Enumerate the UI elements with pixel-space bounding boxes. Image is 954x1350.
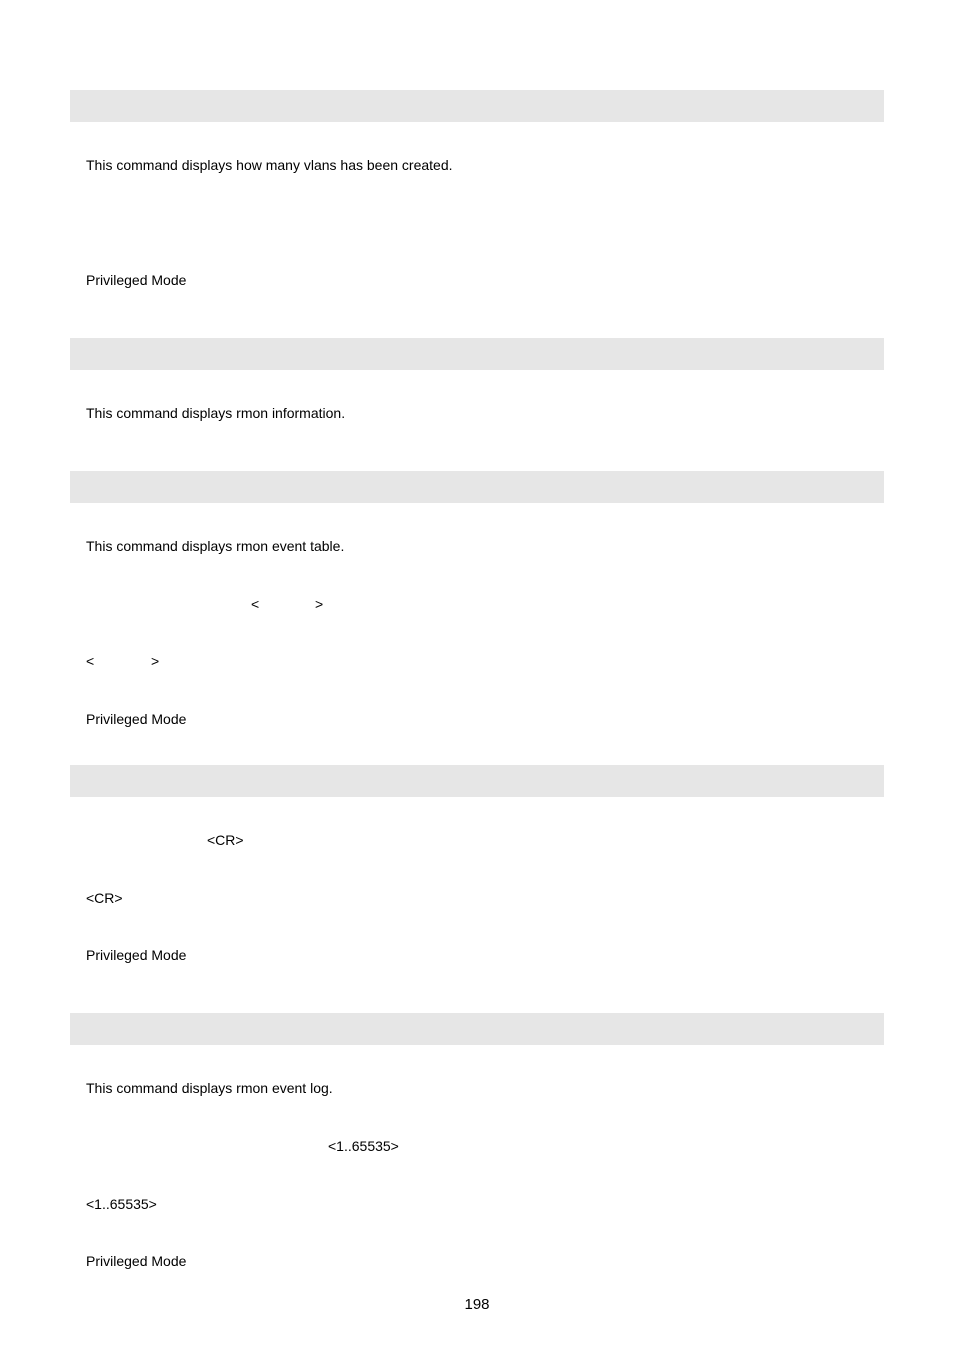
- param-bracket-close: >: [151, 653, 160, 669]
- section-mode: Privileged Mode: [86, 272, 187, 288]
- section-description: This command displays how many vlans has been created.: [86, 157, 453, 173]
- section-mode: Privileged Mode: [86, 711, 187, 727]
- syntax-bracket-open: <: [251, 596, 260, 612]
- param-bracket-open: <: [86, 653, 95, 669]
- parameter: <1..65535>: [86, 1196, 157, 1212]
- syntax-bracket-close: >: [315, 596, 324, 612]
- section-mode: Privileged Mode: [86, 1253, 187, 1269]
- page-number: 198: [464, 1296, 490, 1313]
- section-description: This command displays rmon event log.: [86, 1080, 333, 1096]
- syntax-parameter: <1..65535>: [328, 1138, 399, 1154]
- section-header-bar: [70, 471, 884, 503]
- section-description: This command displays rmon information.: [86, 405, 346, 421]
- parameter: <CR>: [86, 890, 123, 906]
- section-header-bar: [70, 90, 884, 122]
- section-header-bar: [70, 765, 884, 797]
- section-header-bar: [70, 338, 884, 370]
- section-description: This command displays rmon event table.: [86, 538, 345, 554]
- section-mode: Privileged Mode: [86, 947, 187, 963]
- section-header-bar: [70, 1013, 884, 1045]
- syntax-parameter: <CR>: [207, 832, 244, 848]
